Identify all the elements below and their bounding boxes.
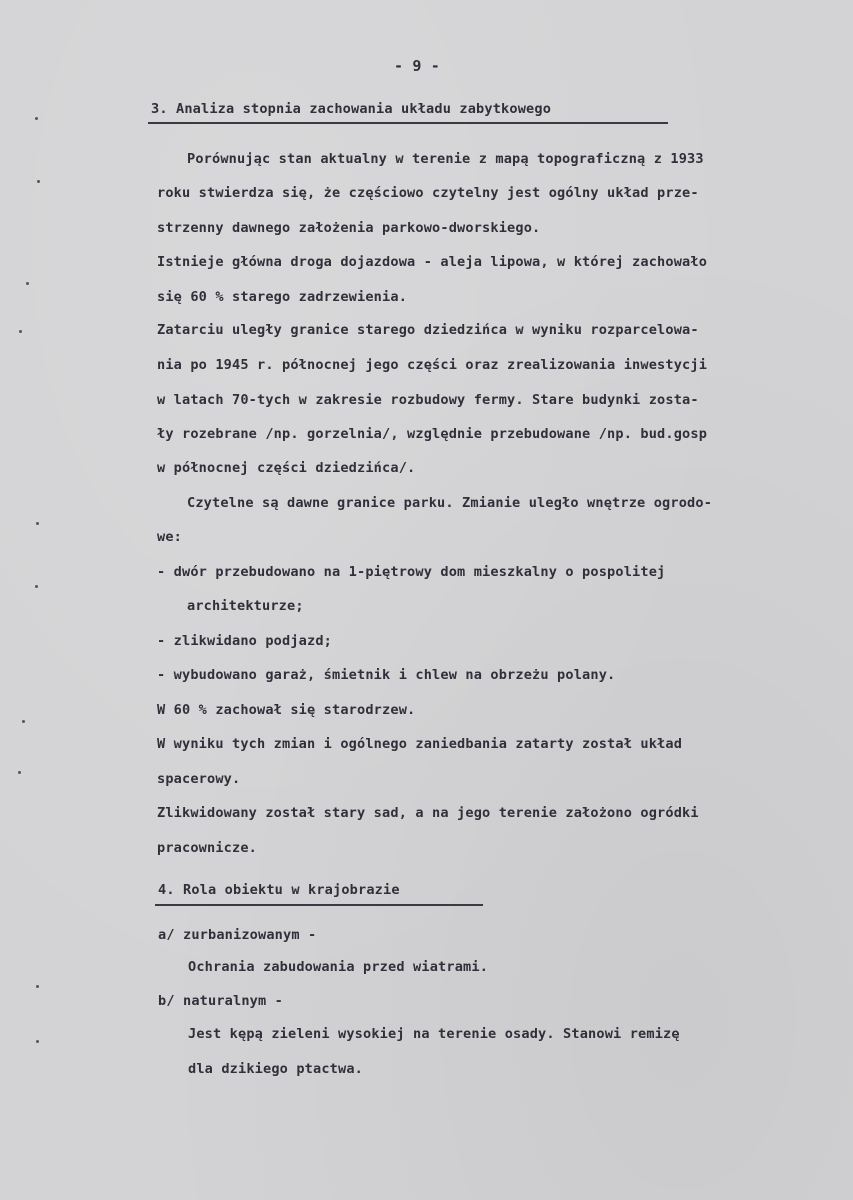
body-line: W 60 % zachował się starodrzew. [157, 702, 416, 718]
binder-hole-mark [35, 585, 38, 588]
body-line: Zatarciu uległy granice starego dziedzińca w wyniku rozparcelowa- [157, 322, 699, 338]
section-3-heading: 3. Analiza stopnia zachowania układu zabytkowego [151, 101, 552, 117]
section-4-heading: 4. Rola obiektu w krajobrazie [158, 882, 400, 898]
body-line: we: [157, 529, 183, 545]
body-line: Czytelne są dawne granice parku. Zmianie uległo wnętrze ogrodo- [187, 495, 713, 511]
list-item: - dwór przebudowano na 1-piętrowy dom mieszkalny o pospolitej [157, 564, 666, 580]
list-item-detail: Jest kępą zieleni wysokiej na terenie osady. Stanowi remizę [188, 1026, 680, 1042]
body-line: spacerowy. [157, 771, 241, 787]
body-line: się 60 % starego zadrzewienia. [157, 289, 408, 305]
binder-hole-mark [18, 771, 21, 774]
list-item-detail: Ochrania zabudowania przed wiatrami. [188, 959, 489, 975]
list-item: - zlikwidano podjazd; [157, 633, 333, 649]
binder-hole-mark [35, 117, 38, 120]
body-line: pracownicze. [157, 840, 258, 856]
body-line: strzenny dawnego założenia parkowo-dworskiego. [157, 220, 541, 236]
binder-hole-mark [19, 330, 22, 333]
section-3-heading-underline [148, 122, 668, 124]
body-line: Zlikwidowany został stary sad, a na jego terenie założono ogródki [157, 805, 699, 821]
body-line: W wyniku tych zmian i ogólnego zaniedbania zatarty został układ [157, 736, 683, 752]
binder-hole-mark [22, 720, 25, 723]
binder-hole-mark [36, 522, 39, 525]
body-line: nia po 1945 r. północnej jego części oraz zrealizowania inwestycji [157, 357, 708, 373]
page-number: - 9 - [394, 57, 440, 75]
binder-hole-mark [36, 1040, 39, 1043]
body-line: Porównując stan aktualny w terenie z mapą topograficzną z 1933 [187, 151, 704, 167]
body-line: w latach 70-tych w zakresie rozbudowy fermy. Stare budynki zosta- [157, 392, 699, 408]
body-line: ły rozebrane /np. gorzelnia/, względnie przebudowane /np. bud.gosp [157, 426, 708, 442]
list-item: a/ zurbanizowanym - [158, 927, 317, 943]
body-line: w północnej części dziedzińca/. [157, 460, 416, 476]
list-item-continuation: architekturze; [187, 598, 304, 614]
list-item-detail: dla dzikiego ptactwa. [188, 1061, 364, 1077]
body-line: Istnieje główna droga dojazdowa - aleja lipowa, w której zachowało [157, 254, 708, 270]
binder-hole-mark [36, 985, 39, 988]
list-item: b/ naturalnym - [158, 993, 284, 1009]
binder-hole-mark [37, 180, 40, 183]
body-line: roku stwierdza się, że częściowo czytelny jest ogólny układ prze- [157, 185, 699, 201]
section-4-heading-underline [155, 904, 483, 906]
list-item: - wybudowano garaż, śmietnik i chlew na obrzeżu polany. [157, 667, 616, 683]
binder-hole-mark [26, 282, 29, 285]
